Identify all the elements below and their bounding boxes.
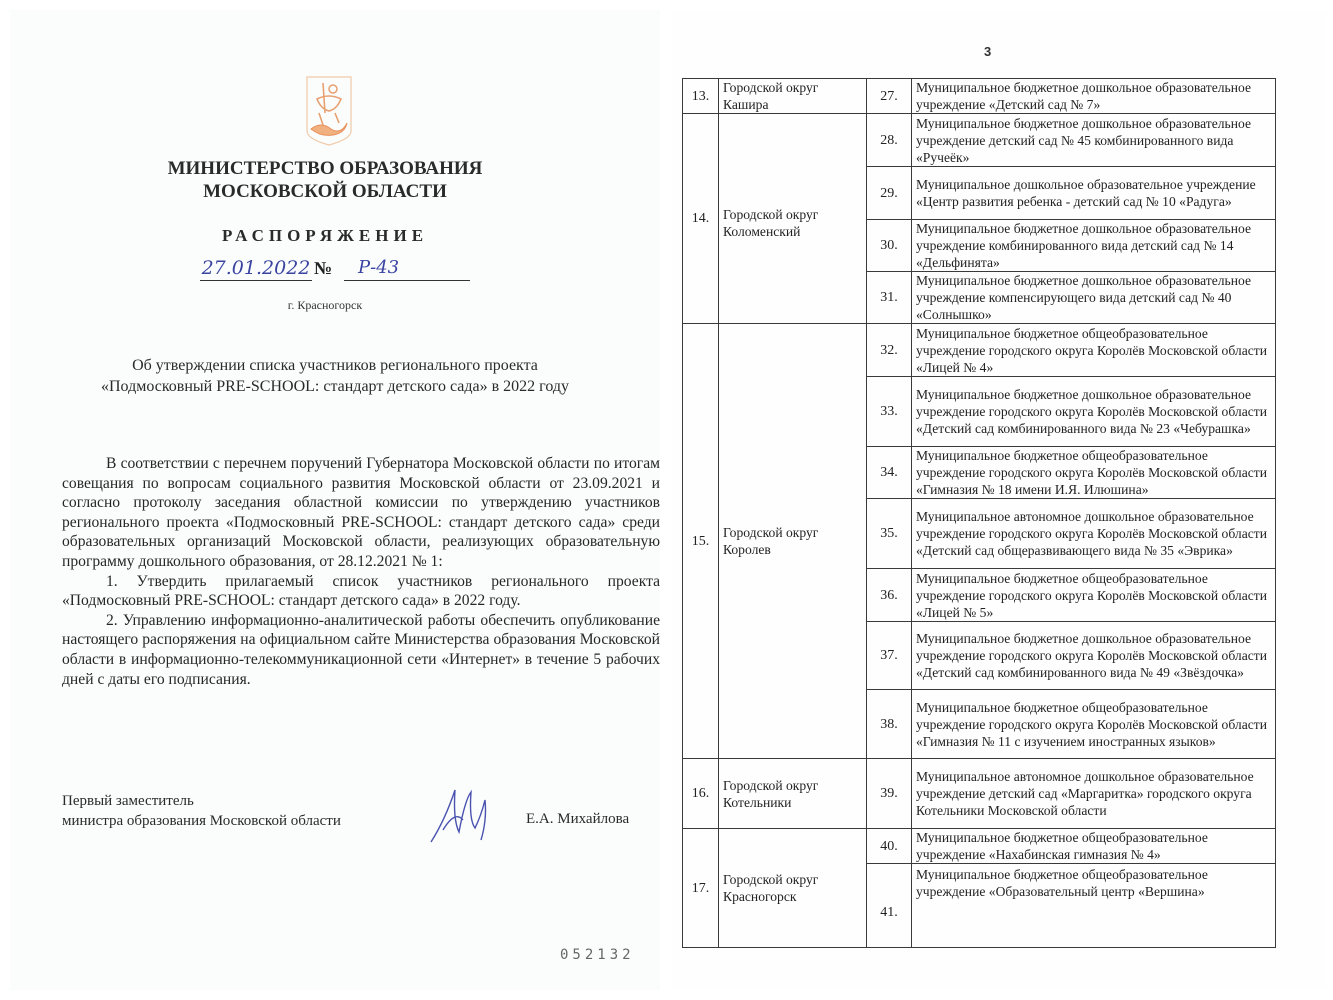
coat-of-arms-icon: [303, 73, 355, 149]
position-line: министра образования Московской области: [62, 813, 341, 829]
item-2-paragraph: 2. Управлению информационно-аналитической работы обеспечить опубликование настоящего распоряжения на официальном сайте Министерства образования Московской области в информационно-телекоммуникационной сети «Интернет» в течение 5 рабочих дней с даты его подписания.: [62, 611, 660, 688]
org-number: 31.: [867, 272, 912, 324]
table-row: [683, 829, 1276, 864]
item-1-paragraph: 1. Утвердить прилагаемый список участников регионального проекта «Подмосковный PRE-SCHOOL: стандарт детского сада» в 2022 году.: [62, 572, 660, 610]
page-number: 3: [984, 44, 992, 59]
subject: [60, 355, 610, 397]
org-name: Муниципальное бюджетное общеобразовательное учреждение «Нахабинская гимназия № 4»: [912, 829, 1276, 864]
org-number: 28.: [867, 114, 912, 167]
org-name: Муниципальное автономное дошкольное образовательное учреждение городского округа Королёв Московской области «Детский сад общеразвивающего вида № 35 «Эврика»: [912, 499, 1276, 569]
table-row: [683, 759, 1276, 829]
org-number: 34.: [867, 447, 912, 499]
org-number: 38.: [867, 690, 912, 759]
serial-number: 052132: [560, 947, 635, 963]
org-name: Муниципальное бюджетное дошкольное образовательное учреждение городского округа Королёв Московской области «Детский сад комбинированного вида № 23 «Чебурашка»: [912, 377, 1276, 447]
table-row: [683, 79, 1276, 114]
doc-type: РАСПОРЯЖЕНИЕ: [221, 226, 429, 245]
signature-icon: [425, 780, 505, 850]
district-name: Городской округ Кашира: [719, 79, 867, 114]
org-name: Муниципальное бюджетное общеобразовательное учреждение городского округа Королёв Московской области «Гимназия № 18 имени И.Я. Илюшина»: [912, 447, 1276, 499]
org-name: Муниципальное автономное дошкольное образовательное учреждение детский сад «Маргаритка» городского округа Котельники Московской области: [912, 759, 1276, 829]
ministry-name: [0, 157, 650, 203]
org-number: 37.: [867, 622, 912, 690]
subject-line: «Подмосковный PRE-SCHOOL: стандарт детского сада» в 2022 году: [100, 378, 570, 395]
district-number: 15.: [683, 324, 719, 759]
org-number: 36.: [867, 569, 912, 622]
district-number: 17.: [683, 829, 719, 948]
order-date: 27.01.2022: [201, 257, 311, 279]
org-number: 27.: [867, 79, 912, 114]
org-number: 40.: [867, 829, 912, 864]
table-row: [683, 114, 1276, 167]
org-number: 33.: [867, 377, 912, 447]
org-name: Муниципальное бюджетное общеобразовательное учреждение городского округа Королёв Московской области «Гимназия № 11 с изучением иностранных языков»: [912, 690, 1276, 759]
org-name: Муниципальное бюджетное дошкольное образовательное учреждение «Детский сад № 7»: [912, 79, 1276, 114]
subject-line: Об утверждении списка участников регионального проекта: [132, 357, 538, 374]
district-name: Городской округ Коломенский: [719, 114, 867, 324]
org-number: 29.: [867, 167, 912, 220]
org-name: Муниципальное бюджетное дошкольное образовательное учреждение компенсирующего вида детский сад № 40 «Солнышко»: [912, 272, 1276, 324]
org-name: Муниципальное бюджетное общеобразовательное учреждение городского округа Королёв Московской области «Лицей № 4»: [912, 324, 1276, 377]
org-number: 35.: [867, 499, 912, 569]
district-number: 16.: [683, 759, 719, 829]
org-number: 32.: [867, 324, 912, 377]
ministry-line: МОСКОВСКОЙ ОБЛАСТИ: [203, 181, 447, 202]
ministry-line: МИНИСТЕРСТВО ОБРАЗОВАНИЯ: [167, 158, 483, 179]
district-name: Городской округ Красногорск: [719, 829, 867, 948]
district-name: Городской округ Королев: [719, 324, 867, 759]
order-page: [10, 10, 660, 990]
district-number: 14.: [683, 114, 719, 324]
position-line: Первый заместитель: [62, 793, 194, 809]
participants-table: [682, 78, 1276, 948]
preamble-paragraph: В соответствии с перечнем поручений Губернатора Московской области по итогам совещания по вопросам социального развития Московской области от 23.09.2021 и согласно протоколу заседания областной комиссии по утверждению участников регионального проекта «Подмосковный PRE-SCHOOL: стандарт детского сада» среди образовательных организаций Московской области, реализующих образовательную программу дошкольного образования, от 28.12.2021 № 1:: [62, 455, 660, 570]
org-name: Муниципальное дошкольное образовательное учреждение «Центр развития ребенка - детский сад № 10 «Радуга»: [912, 167, 1276, 220]
org-name: Муниципальное бюджетное дошкольное образовательное учреждение комбинированного вида детский сад № 14 «Дельфинята»: [912, 220, 1276, 272]
signatory-name: Е.А. Михайлова: [526, 811, 630, 827]
district-number: 13.: [683, 79, 719, 114]
number-sign: №: [314, 258, 333, 278]
org-number: 41.: [867, 864, 912, 948]
order-body: [62, 454, 660, 689]
org-name: Муниципальное бюджетное дошкольное образовательное учреждение городского округа Королёв Московской области «Детский сад комбинированного вида № 49 «Звёздочка»: [912, 622, 1276, 690]
org-name: Муниципальное бюджетное общеобразовательное учреждение городского округа Королёв Московской области «Лицей № 5»: [912, 569, 1276, 622]
order-number: Р-43: [344, 256, 470, 281]
org-name: Муниципальное бюджетное общеобразовательное учреждение «Образовательный центр «Вершина»: [912, 864, 1276, 948]
org-name: Муниципальное бюджетное дошкольное образовательное учреждение детский сад № 45 комбинированного вида «Ручеёк»: [912, 114, 1276, 167]
district-name: Городской округ Котельники: [719, 759, 867, 829]
date-number-line: [190, 256, 470, 282]
table-row: [683, 324, 1276, 377]
signatory-position: [62, 791, 341, 831]
org-number: 30.: [867, 220, 912, 272]
org-number: 39.: [867, 759, 912, 829]
city: г. Красногорск: [287, 298, 363, 312]
